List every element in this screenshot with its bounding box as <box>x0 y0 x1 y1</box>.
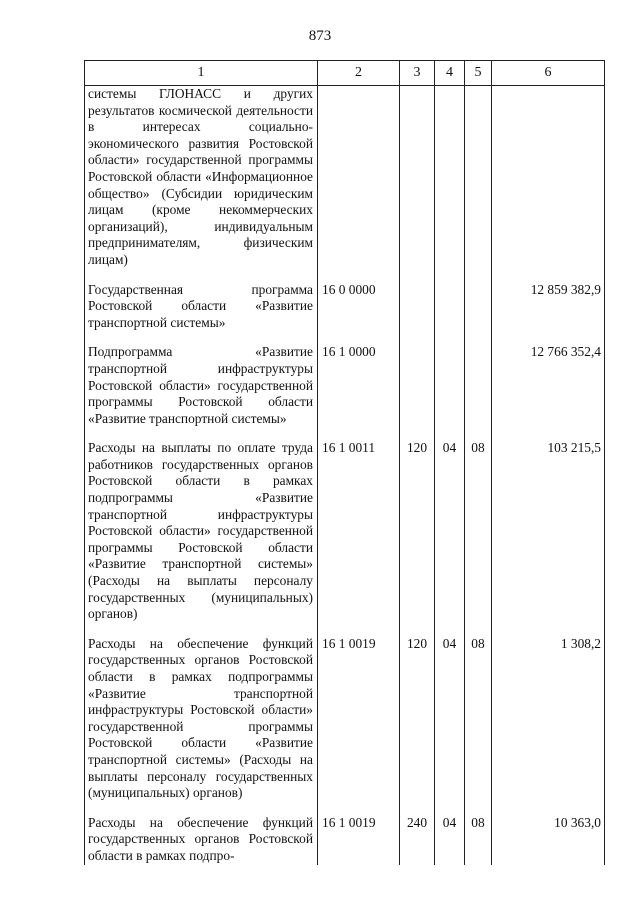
row-name: Расходы на обеспечение функций государственных органов Ростовской области в рамках подпрограммы «Развитие транспортной инфраструктуры Ростовской области» государственной программы Ростовской области «Развитие транспортной системы» (Расходы на выплаты персоналу государственных (муниципальных) органов) <box>85 636 318 815</box>
row-amount: 103 215,5 <box>492 440 605 636</box>
row-subsection <box>465 282 492 345</box>
row-expense-type: 240 <box>400 815 435 865</box>
row-target-code: 16 1 0011 <box>318 440 400 636</box>
header-col-1: 1 <box>85 61 318 86</box>
header-col-3: 3 <box>400 61 435 86</box>
row-target-code: 16 1 0000 <box>318 344 400 440</box>
budget-table <box>84 60 605 865</box>
row-subsection: 08 <box>465 636 492 815</box>
row-subsection <box>465 86 492 282</box>
table-row <box>85 815 605 865</box>
row-expense-type <box>400 282 435 345</box>
row-amount: 12 766 352,4 <box>492 344 605 440</box>
row-name: Расходы на выплаты по оплате труда работников государственных органов Ростовской области в рамках подпрограммы «Развитие транспортной инфраструктуры Ростовской области» государственной программы Ростовской области «Развитие транспортной системы» (Расходы на выплаты персоналу государственных (муниципальных) органов) <box>85 440 318 636</box>
table-row <box>85 636 605 815</box>
header-col-2: 2 <box>318 61 400 86</box>
row-section: 04 <box>435 636 465 815</box>
row-name: Государственная программа Ростовской области «Развитие транспортной системы» <box>85 282 318 345</box>
row-amount <box>492 86 605 282</box>
row-section <box>435 282 465 345</box>
row-subsection: 08 <box>465 440 492 636</box>
row-target-code: 16 0 0000 <box>318 282 400 345</box>
row-section: 04 <box>435 440 465 636</box>
row-name: Расходы на обеспечение функций государственных органов Ростовской области в рамках подпро- <box>85 815 318 865</box>
row-amount: 12 859 382,9 <box>492 282 605 345</box>
header-col-4: 4 <box>435 61 465 86</box>
row-subsection: 08 <box>465 815 492 865</box>
table-row <box>85 86 605 282</box>
row-expense-type <box>400 86 435 282</box>
row-target-code: 16 1 0019 <box>318 815 400 865</box>
row-target-code: 16 1 0019 <box>318 636 400 815</box>
header-col-6: 6 <box>492 61 605 86</box>
table-header-row <box>85 61 605 86</box>
row-amount: 10 363,0 <box>492 815 605 865</box>
row-target-code <box>318 86 400 282</box>
row-expense-type: 120 <box>400 440 435 636</box>
page-number: 873 <box>308 28 332 44</box>
row-section <box>435 344 465 440</box>
row-expense-type <box>400 344 435 440</box>
row-section <box>435 86 465 282</box>
row-amount: 1 308,2 <box>492 636 605 815</box>
table-row <box>85 282 605 345</box>
row-subsection <box>465 344 492 440</box>
row-name: системы ГЛОНАСС и других результатов космической деятельности в интересах социально-экономического развития Ростовской области» государственной программы Ростовской области «Информационное общество» (Субсидии юридическим лицам (кроме некоммерческих организаций), индивидуальным предпринимателям, физическим лицам) <box>85 86 318 282</box>
table-row <box>85 440 605 636</box>
header-col-5: 5 <box>465 61 492 86</box>
row-section: 04 <box>435 815 465 865</box>
row-expense-type: 120 <box>400 636 435 815</box>
table-row <box>85 344 605 440</box>
row-name: Подпрограмма «Развитие транспортной инфраструктуры Ростовской области» государственной программы Ростовской области «Развитие транспортной системы» <box>85 344 318 440</box>
